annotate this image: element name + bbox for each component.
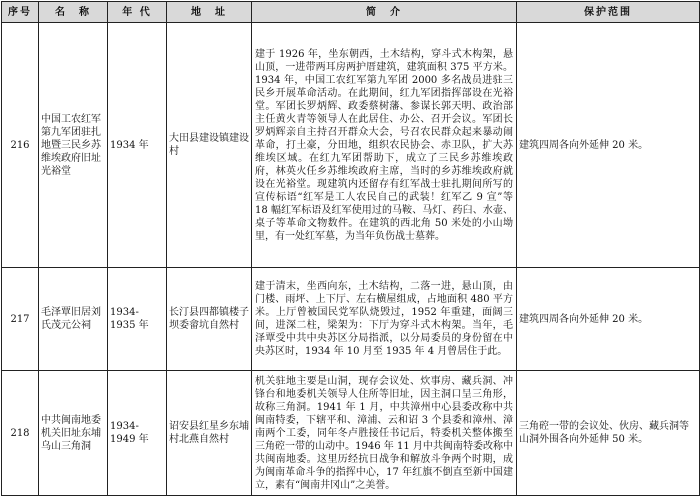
heritage-sites-table xyxy=(1,1,700,496)
row-scope: 建筑四周各向外延伸 20 米。 xyxy=(517,23,700,268)
header-intro: 简 介 xyxy=(252,2,517,23)
row-address: 诏安县红星乡东埔村北燕自然村 xyxy=(167,371,252,496)
table-row xyxy=(2,23,700,268)
header-seq: 序号 xyxy=(2,2,39,23)
row-name: 中国工农红军第九军团驻扎地暨三民乡苏维埃政府旧址光裕堂 xyxy=(39,23,108,268)
header-name: 名 称 xyxy=(39,2,108,23)
row-name: 毛泽覃旧居刘氏茂元公祠 xyxy=(39,268,108,371)
table-row xyxy=(2,371,700,496)
row-era: 1934-1949 年 xyxy=(108,371,167,496)
row-era: 1934-1935 年 xyxy=(108,268,167,371)
header-scope: 保护范围 xyxy=(517,2,700,23)
row-intro: 机关驻地主要是山洞，现存会议处、炊事房、藏兵洞、冲锋台和地委机关领导人住所等旧址，因主洞口呈三角形，故称三角洞。1941 年 1 月，中共漳州中心县委改称中共闽南特委，下辖平和、漳浦、云和诏 3 个县委和漳州、漳南两个工委，同年冬卢胜接任书记后，特委机关整体搬至三角硿一带的山动中。1946 年 11 月中共闽南特委改称中共闽南地委。这里历经抗日战争和解放斗争两个时期，成为闽南革命斗争的指挥中心，17 年红旗不倒直至新中国建立，素有“闽南井冈山”之美誉。 xyxy=(252,371,517,496)
row-address: 大田县建设镇建设村 xyxy=(167,23,252,268)
row-intro: 建于 1926 年，坐东朝西，土木结构，穿斗式木构架，悬山顶，一进带两耳房两护厝建筑，建筑面积 375 平方米。1934 年，中国工农红军第九军团 2000 多名战员进驻三民乡开展革命活动。在此期间，红九军团指挥部设在光裕堂。军团长罗炳辉、政委蔡树藩、参谋长郭天明、政治部主任黄火青等领导人在此居住、办公、召开会议。军团长罗炳辉亲自主持召开群众大会，号召农民群众起来暴动闹革命，打土豪，分田地，组织农民协会、赤卫队，扩大苏维埃区域。在红九军团帮助下，成立了三民乡苏维埃政府，林英火任乡苏维埃政府主席，当时的乡苏维埃政府就设在光裕堂。现建筑内还留存有红军战士驻扎期间所写的宣传标语“红军是工人农民自己的武装！红军乙 9 宣”等 18 幅红军标语及红军使用过的马鞍、马灯、药臼、水壶、桌子等革命文物数件。在建筑的西北角 50 米处的小山坳里，有一处红军墓，为当年负伤战士墓葬。 xyxy=(252,23,517,268)
row-seq: 216 xyxy=(2,23,39,268)
table-header-row xyxy=(2,2,700,23)
table-row xyxy=(2,268,700,371)
row-intro: 建于清末，坐西向东，土木结构，二落一进，悬山顶，由门楼、雨坪、上下厅、左右横屋组成，占地面积 480 平方米。上厅曾被国民党军队烧毁过，1952 年重建，面阔三间，进深二柱，梁架为：下厅为穿斗式木构架。当年，毛泽覃受中共中央苏区分局指派，以分局委员的身份留在中央苏区时，1934 年 10 月至 1935 年 4 月曾居住于此。 xyxy=(252,268,517,371)
row-seq: 217 xyxy=(2,268,39,371)
row-name: 中共闽南地委机关旧址东埔乌山三角洞 xyxy=(39,371,108,496)
row-scope: 建筑四周各向外延伸 20 米。 xyxy=(517,268,700,371)
header-address: 地 址 xyxy=(167,2,252,23)
row-scope: 三角硿一带的会议处、伙房、藏兵洞等山洞外围各向外延伸 50 米。 xyxy=(517,371,700,496)
row-address: 长汀县四都镇楼子坝委畲坑自然村 xyxy=(167,268,252,371)
row-seq: 218 xyxy=(2,371,39,496)
header-era: 年 代 xyxy=(108,2,167,23)
row-era: 1934 年 xyxy=(108,23,167,268)
